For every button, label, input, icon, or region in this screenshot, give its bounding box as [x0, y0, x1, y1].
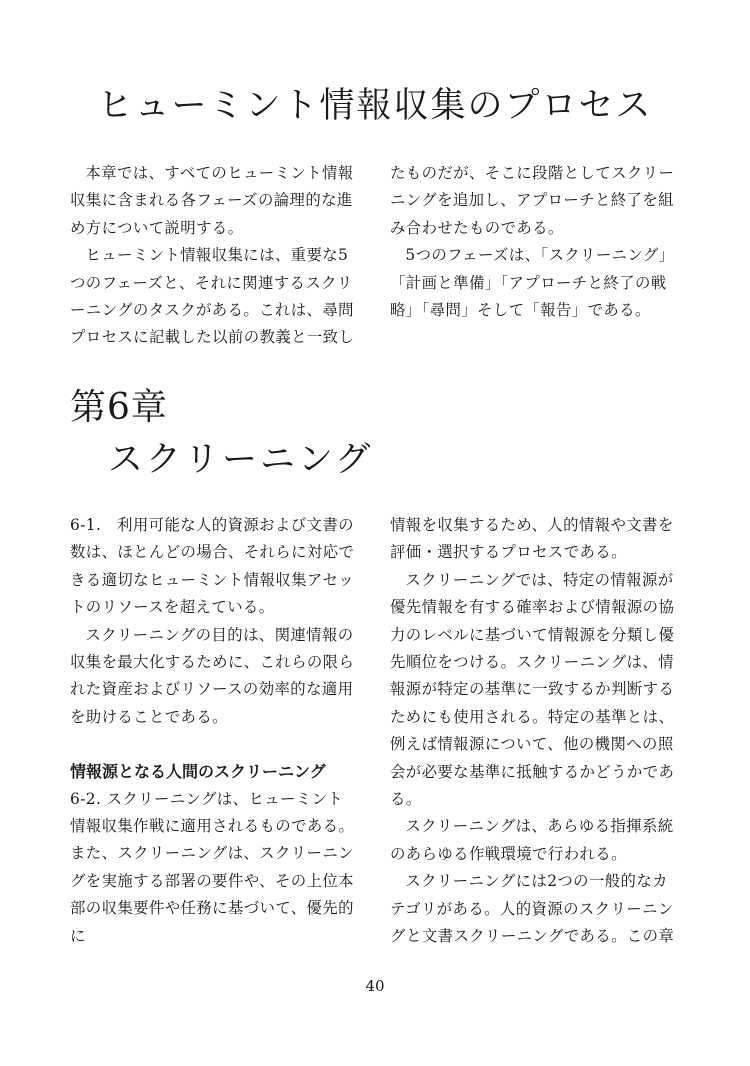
- intro-paragraph-2-continued: たものだが、そこに段階としてスクリーニングを追加し、アプローチと終了を組み合わせたものである。: [390, 164, 675, 237]
- paragraph-purpose: スクリーニングの目的は、関連情報の収集を最大化するために、これらの限られた資産およびリソースの効率的な適用を助けることである。: [70, 625, 355, 726]
- body-right-column: [390, 512, 678, 951]
- paragraph-6-2: 6-2. スクリーニングは、ヒューミント情報収集作戦に適用されるものである。また、スクリーニングは、スクリーニングを実施する部署の要件や、その上位本部の収集要件や任務に基づいて、優先的に: [70, 789, 355, 945]
- intro-paragraph-1: 本章では、すべてのヒューミント情報収集に含まれる各フェーズの論理的な進め方について説明する。: [70, 164, 354, 237]
- intro-paragraph-2: ヒューミント情報収集には、重要な5つのフェーズと、それに関連するスクリーニングのタスクがある。これは、尋問プロセスに記載した以前の教義と一致し: [70, 246, 355, 347]
- paragraph-6-2-continued: 情報を収集するため、人的情報や文書を評価・選択するプロセスである。: [390, 516, 674, 562]
- section-heading: 情報源となる人間のスクリーニング: [70, 762, 326, 782]
- chapter-number: 第6章: [70, 387, 168, 428]
- paragraph-classification: スクリーニングでは、特定の情報源が優先情報を有する確率および情報源の協力のレベルに基づいて情報源を分類し優先順位をつける。スクリーニングは、情報源が特定の基準に一致するか判断するためにも使用される。特定の基準とは、例えば情報源について、他の機関への照会が必要な基準に抵触するかどうかである。: [390, 570, 675, 809]
- intro-left-column: [70, 160, 358, 352]
- intro-right-column: [390, 160, 678, 324]
- page-number: 40: [365, 977, 385, 995]
- intro-paragraph-3: 5つのフェーズは、「スクリーニング」「計画と準備」「アプローチと終了の戦略」「尋問」そして「報告」である。: [390, 246, 675, 320]
- page-title: ヒューミント情報収集のプロセス: [97, 86, 653, 126]
- paragraph-environment: スクリーニングは、あらゆる指揮系統のあらゆる作戦環境で行われる。: [390, 817, 674, 863]
- body-left-column: [70, 512, 358, 950]
- paragraph-6-1: 6-1. 利用可能な人的資源および文書の数は、ほとんどの場合、それらに対応できる適切なヒューミント情報収集アセットのリソースを超えている。: [70, 516, 355, 617]
- spacer: [70, 731, 358, 758]
- paragraph-categories: スクリーニングには2つの一般的なカテゴリがある。人的資源のスクリーニングと文書スクリーニングである。この章: [390, 872, 675, 946]
- chapter-title: スクリーニング: [108, 440, 374, 480]
